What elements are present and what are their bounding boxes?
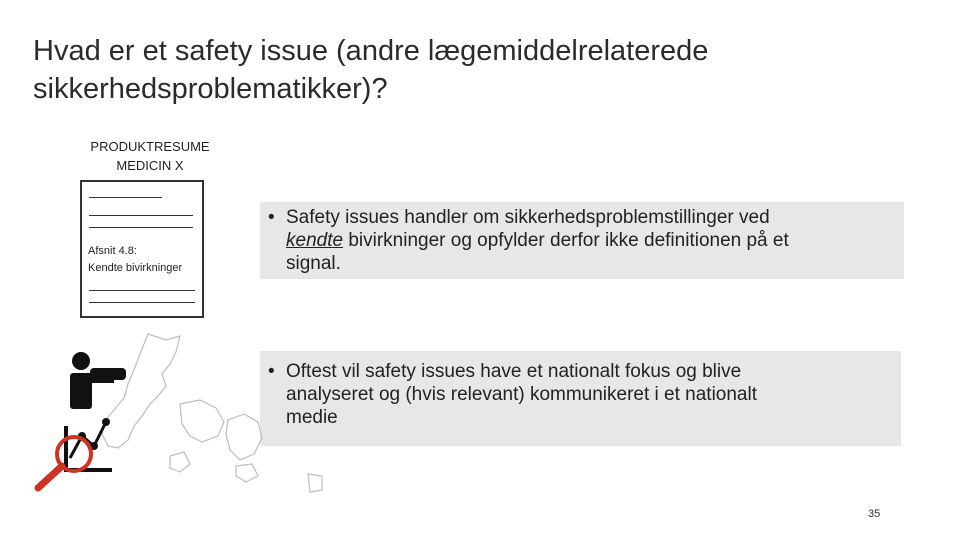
bullet-2-line1: Oftest vil safety issues have et nationalt fokus og blive <box>286 361 742 382</box>
chart-magnifier-icon <box>38 418 112 488</box>
bullet-1-emphasis: kendte <box>286 230 344 251</box>
slide-title: Hvad er et safety issue (andre lægemiddelrelaterede sikkerhedsproblematikker)? <box>33 35 709 105</box>
bullet-text-1 <box>268 206 894 275</box>
doc-line <box>89 302 195 303</box>
document-section-line1: Afsnit 4.8: <box>88 245 137 257</box>
document-section-line2: Kendte bivirkninger <box>88 262 183 274</box>
denmark-map-icon <box>102 334 322 492</box>
bullet-1-rest-a: bivirkninger og opfylder derfor ikke definitionen på et <box>343 230 789 251</box>
bullet-2-line3: medie <box>286 407 338 428</box>
doc-line <box>89 290 195 291</box>
bullet-1-rest-b: signal. <box>286 253 341 274</box>
document-caption-line2: MEDICIN X <box>116 158 184 173</box>
document-caption-line1: PRODUKTRESUME <box>90 139 210 154</box>
doc-line <box>89 197 162 198</box>
doc-line <box>89 215 193 216</box>
denmark-illustration <box>30 330 330 530</box>
bullet-1-line2 <box>268 229 894 252</box>
binoculars-person-icon <box>70 352 126 409</box>
bullet-2-line2: analyseret og (hvis relevant) kommunikeret i et nationalt <box>286 384 758 405</box>
bullet-marker: • <box>268 207 275 228</box>
bullet-text-2 <box>268 360 894 429</box>
doc-line <box>89 227 193 228</box>
bullet-box-2 <box>260 351 901 446</box>
document-caption <box>70 137 230 175</box>
bullet-box-1 <box>260 202 904 279</box>
bullet-1-start: Safety issues handler om sikkerhedsproblemstillinger ved <box>286 207 770 228</box>
page-number: 35 <box>868 508 881 520</box>
document-icon <box>80 180 204 318</box>
document-section <box>88 243 182 277</box>
bullet-marker: • <box>268 361 275 382</box>
